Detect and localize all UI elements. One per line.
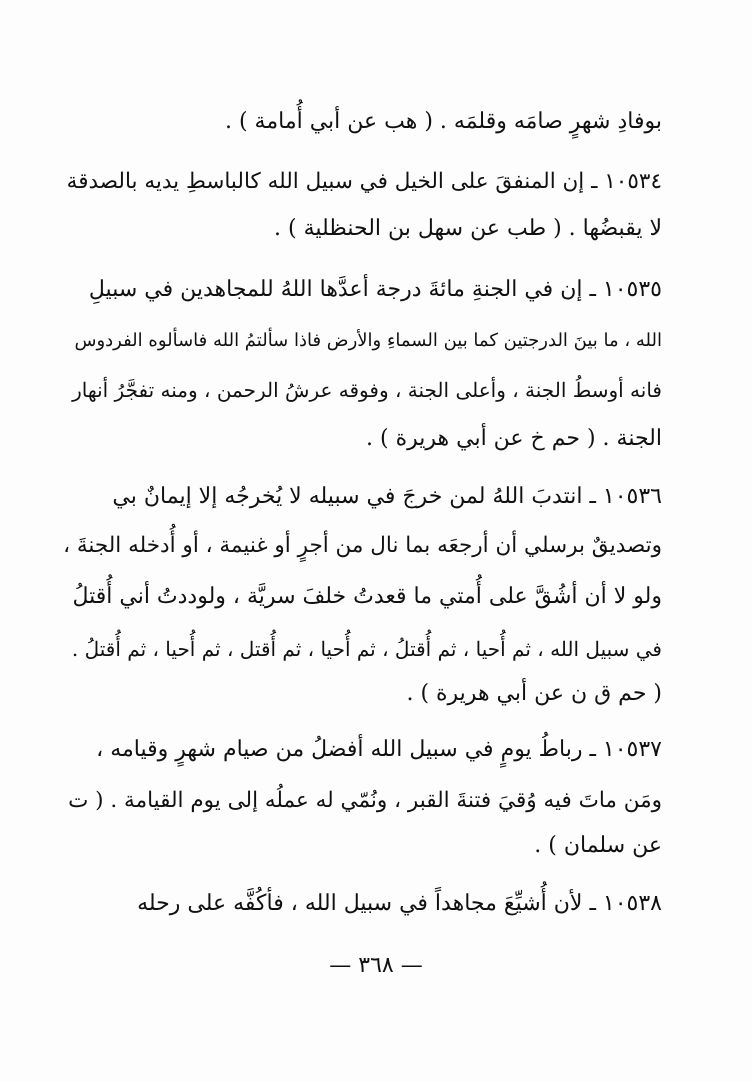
text-line-15: عن سلمان ) .: [534, 833, 662, 858]
text-line-3: لا يقبضُها . ( طب عن سهل بن الحنظلية ) .: [274, 216, 662, 241]
text-line-11: في سبيل الله ، ثم أُحيا ، ثم أُقتلُ ، ثم أُحيا ، ثم أُقتل ، ثم أُحيا ، ثم أُقتلُ .: [71, 637, 662, 661]
text-line-9: وتصديقٌ برسلي أن أرجعَه بما نال من أجرٍ أو غنيمة ، أو أُدخله الجنةَ ،: [63, 533, 662, 558]
text-line-13: ١٠٥٣٧ ـ رباطُ يومٍ في سبيل الله أفضلُ من صيام شهرٍ وقيامه ،: [96, 737, 662, 762]
text-line-12: ( حم ق ن عن أبي هريرة ) .: [406, 681, 662, 706]
text-line-16: ١٠٥٣٨ ـ لأن أُشيِّعَ مجاهداً في سبيل الله ، فأكُفَّه على رحله: [137, 891, 662, 916]
text-line-5: الله ، ما بينَ الدرجتين كما بين السماءِ والأرض فاذا سألتمُ الله فاسألوه الفردوس: [74, 330, 662, 351]
page-number: — ٣٦٨ —: [329, 953, 423, 978]
text-line-8: ١٠٥٣٦ ـ انتدبَ اللهُ لمن خرجَ في سبيله لا يُخرجُه إلا إيمانٌ بي: [112, 484, 662, 509]
text-line-4: ١٠٥٣٥ ـ إن في الجنةِ مائةَ درجة أعدَّها اللهُ للمجاهدين في سبيلِ: [88, 277, 662, 302]
text-line-7: الجنة . ( حم خ عن أبي هريرة ) .: [366, 426, 662, 451]
text-line-10: ولو لا أن أشُقَّ على أُمتي ما قعدتُ خلفَ سريَّة ، ولوددتُ أني أُقتلُ: [72, 584, 662, 609]
text-line-14: ومَن ماتَ فيه وُقيَ فتنةَ القبر ، ونُمّي له عملُه إلى يوم القيامة . ( ت: [68, 788, 662, 813]
text-line-1: بوفادِ شهرٍ صامَه وقلمَه . ( هب عن أبي أُمامة ) .: [224, 109, 662, 134]
text-line-6: فانه أوسطُ الجنة ، وأعلى الجنة ، وفوقه عرشُ الرحمن ، ومنه تفجَّرُ أنهار: [72, 378, 662, 402]
text-line-2: ١٠٥٣٤ ـ إن المنفقَ على الخيل في سبيل الله كالباسطِ يديه بالصدقة: [66, 169, 662, 194]
